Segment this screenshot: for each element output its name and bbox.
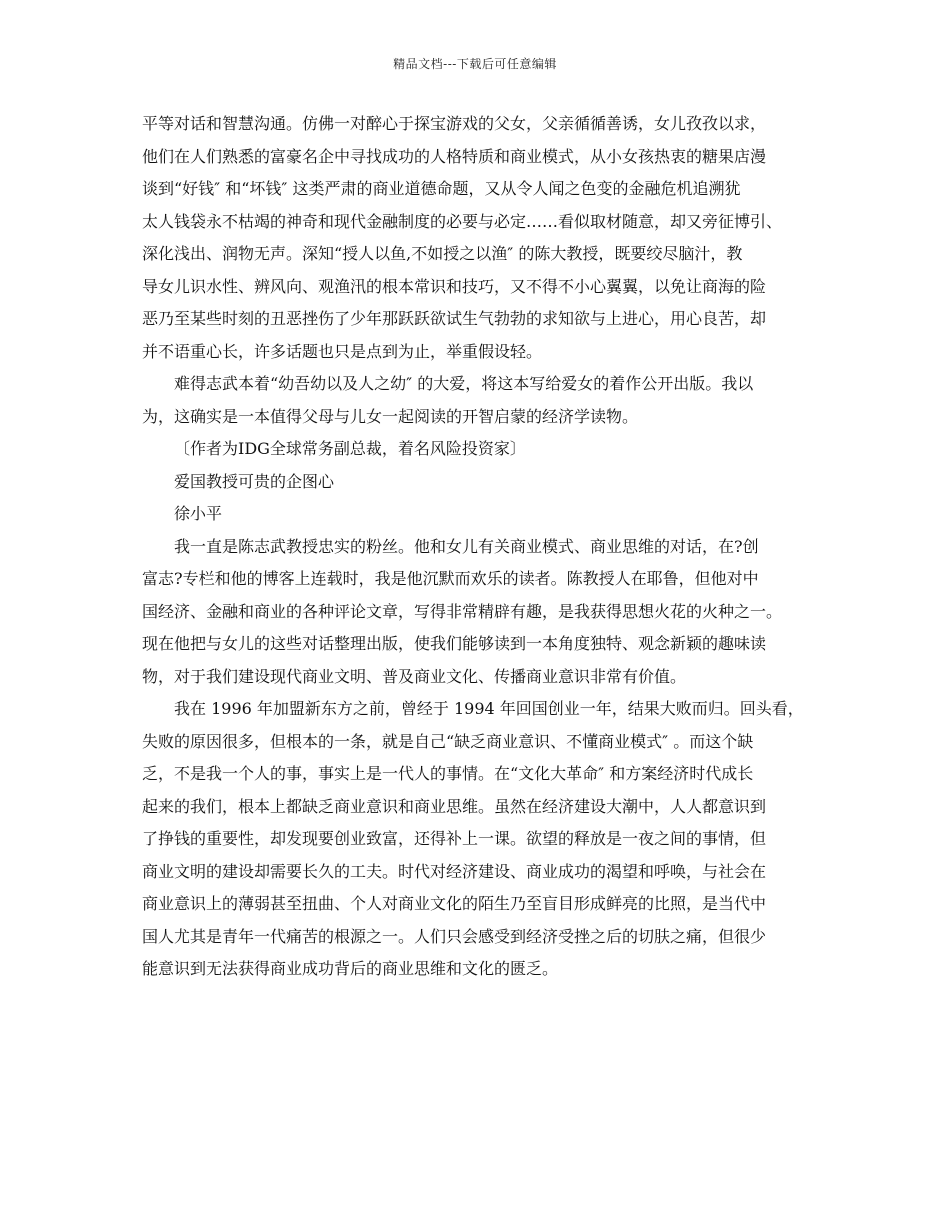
text-line: 徐小平: [174, 504, 223, 523]
page-header: 精品文档---下载后可任意编辑: [393, 57, 557, 71]
text-line: 我在 1996 年加盟新东方之前，曾经于 1994 年回国创业一年，结果大败而归。回头看，: [174, 699, 804, 718]
text-line: 我一直是陈志武教授忠实的粉丝。他和女儿有关商业模式、商业思维的对话，在?创: [174, 536, 759, 556]
text-line: 商业文明的建设却需要长久的工夫。时代对经济建设、商业成功的渴望和呼唤，与社会在: [142, 861, 767, 881]
text-line: 富志?专栏和他的博客上连载时，我是他沉默而欢乐的读者。陈教授人在耶鲁，但他对中: [142, 569, 759, 588]
text-line: 导女儿识水性、辨风向、观渔汛的根本常识和技巧，又不得不小心翼翼，以免让商海的险: [142, 276, 767, 296]
text-line: 物，对于我们建设现代商业文明、普及商业文化、传播商业意识非常有价值。: [142, 666, 687, 686]
text-line: 国经济、金融和商业的各种评论文章，写得非常精辟有趣，是我获得思想火花的火种之一。: [142, 601, 783, 621]
text-line: 太人钱袋永不枯竭的神奇和现代金融制度的必要与必定……看似取材随意，却又旁征博引、: [142, 211, 783, 231]
text-line: 起来的我们，根本上都缺乏商业意识和商业思维。虽然在经济建设大潮中，人人都意识到: [142, 796, 767, 816]
text-line: 国人尤其是青年一代痛苦的根源之一。人们只会感受到经济受挫之后的切肤之痛，但很少: [142, 926, 767, 946]
text-line: 爱国教授可贵的企图心: [174, 471, 335, 491]
text-line: 平等对话和智慧沟通。仿佛一对醉心于探宝游戏的父女，父亲循循善诱，女儿孜孜以求，: [142, 114, 767, 133]
text-line: 为，这确实是一本值得父母与儿女一起阅读的开智启蒙的经济学读物。: [142, 406, 639, 426]
text-line: 并不语重心长，许多话题也只是点到为止，举重假设轻。: [142, 341, 543, 361]
text-line: 恶乃至某些时刻的丑恶挫伤了少年那跃跃欲试生气勃勃的求知欲与上进心，用心良苦，却: [142, 309, 767, 328]
body-text: [142, 108, 822, 986]
text-line: 现在他把与女儿的这些对话整理出版，使我们能够读到一本角度独特、观念新颖的趣味读: [142, 634, 767, 653]
text-line: 他们在人们熟悉的富豪名企中寻找成功的人格特质和商业模式，从小女孩热衷的糖果店漫: [142, 146, 767, 166]
text-line: 失败的原因很多，但根本的一条，就是自己“缺乏商业意识、不懂商业模式″ 。而这个缺: [142, 731, 754, 751]
text-line: 了挣钱的重要性，却发现要创业致富，还得补上一课。欲望的释放是一夜之间的事情，但: [142, 829, 767, 848]
text-line: 谈到“好钱″ 和“坏钱″ 这类严肃的商业道德命题，又从令人闻之色变的金融危机追溯犹: [142, 179, 741, 198]
text-line: 深化浅出、润物无声。深知“授人以鱼,不如授之以渔″ 的陈大教授，既要绞尽脑汁，教: [142, 244, 743, 263]
text-line: 能意识到无法获得商业成功背后的商业思维和文化的匮乏。: [142, 959, 559, 978]
text-line: 乏，不是我一个人的事，事实上是一代人的事情。在“文化大革命″ 和方案经济时代成长: [142, 764, 754, 783]
text-line: 难得志武本着“幼吾幼以及人之幼″ 的大爱，将这本写给爱女的着作公开出版。我以: [174, 374, 754, 393]
text-line: 〔作者为IDG全球常务副总裁，着名风险投资家〕: [174, 439, 526, 458]
text-line: 商业意识上的薄弱甚至扭曲、个人对商业文化的陌生乃至盲目形成鲜亮的比照，是当代中: [142, 894, 767, 913]
